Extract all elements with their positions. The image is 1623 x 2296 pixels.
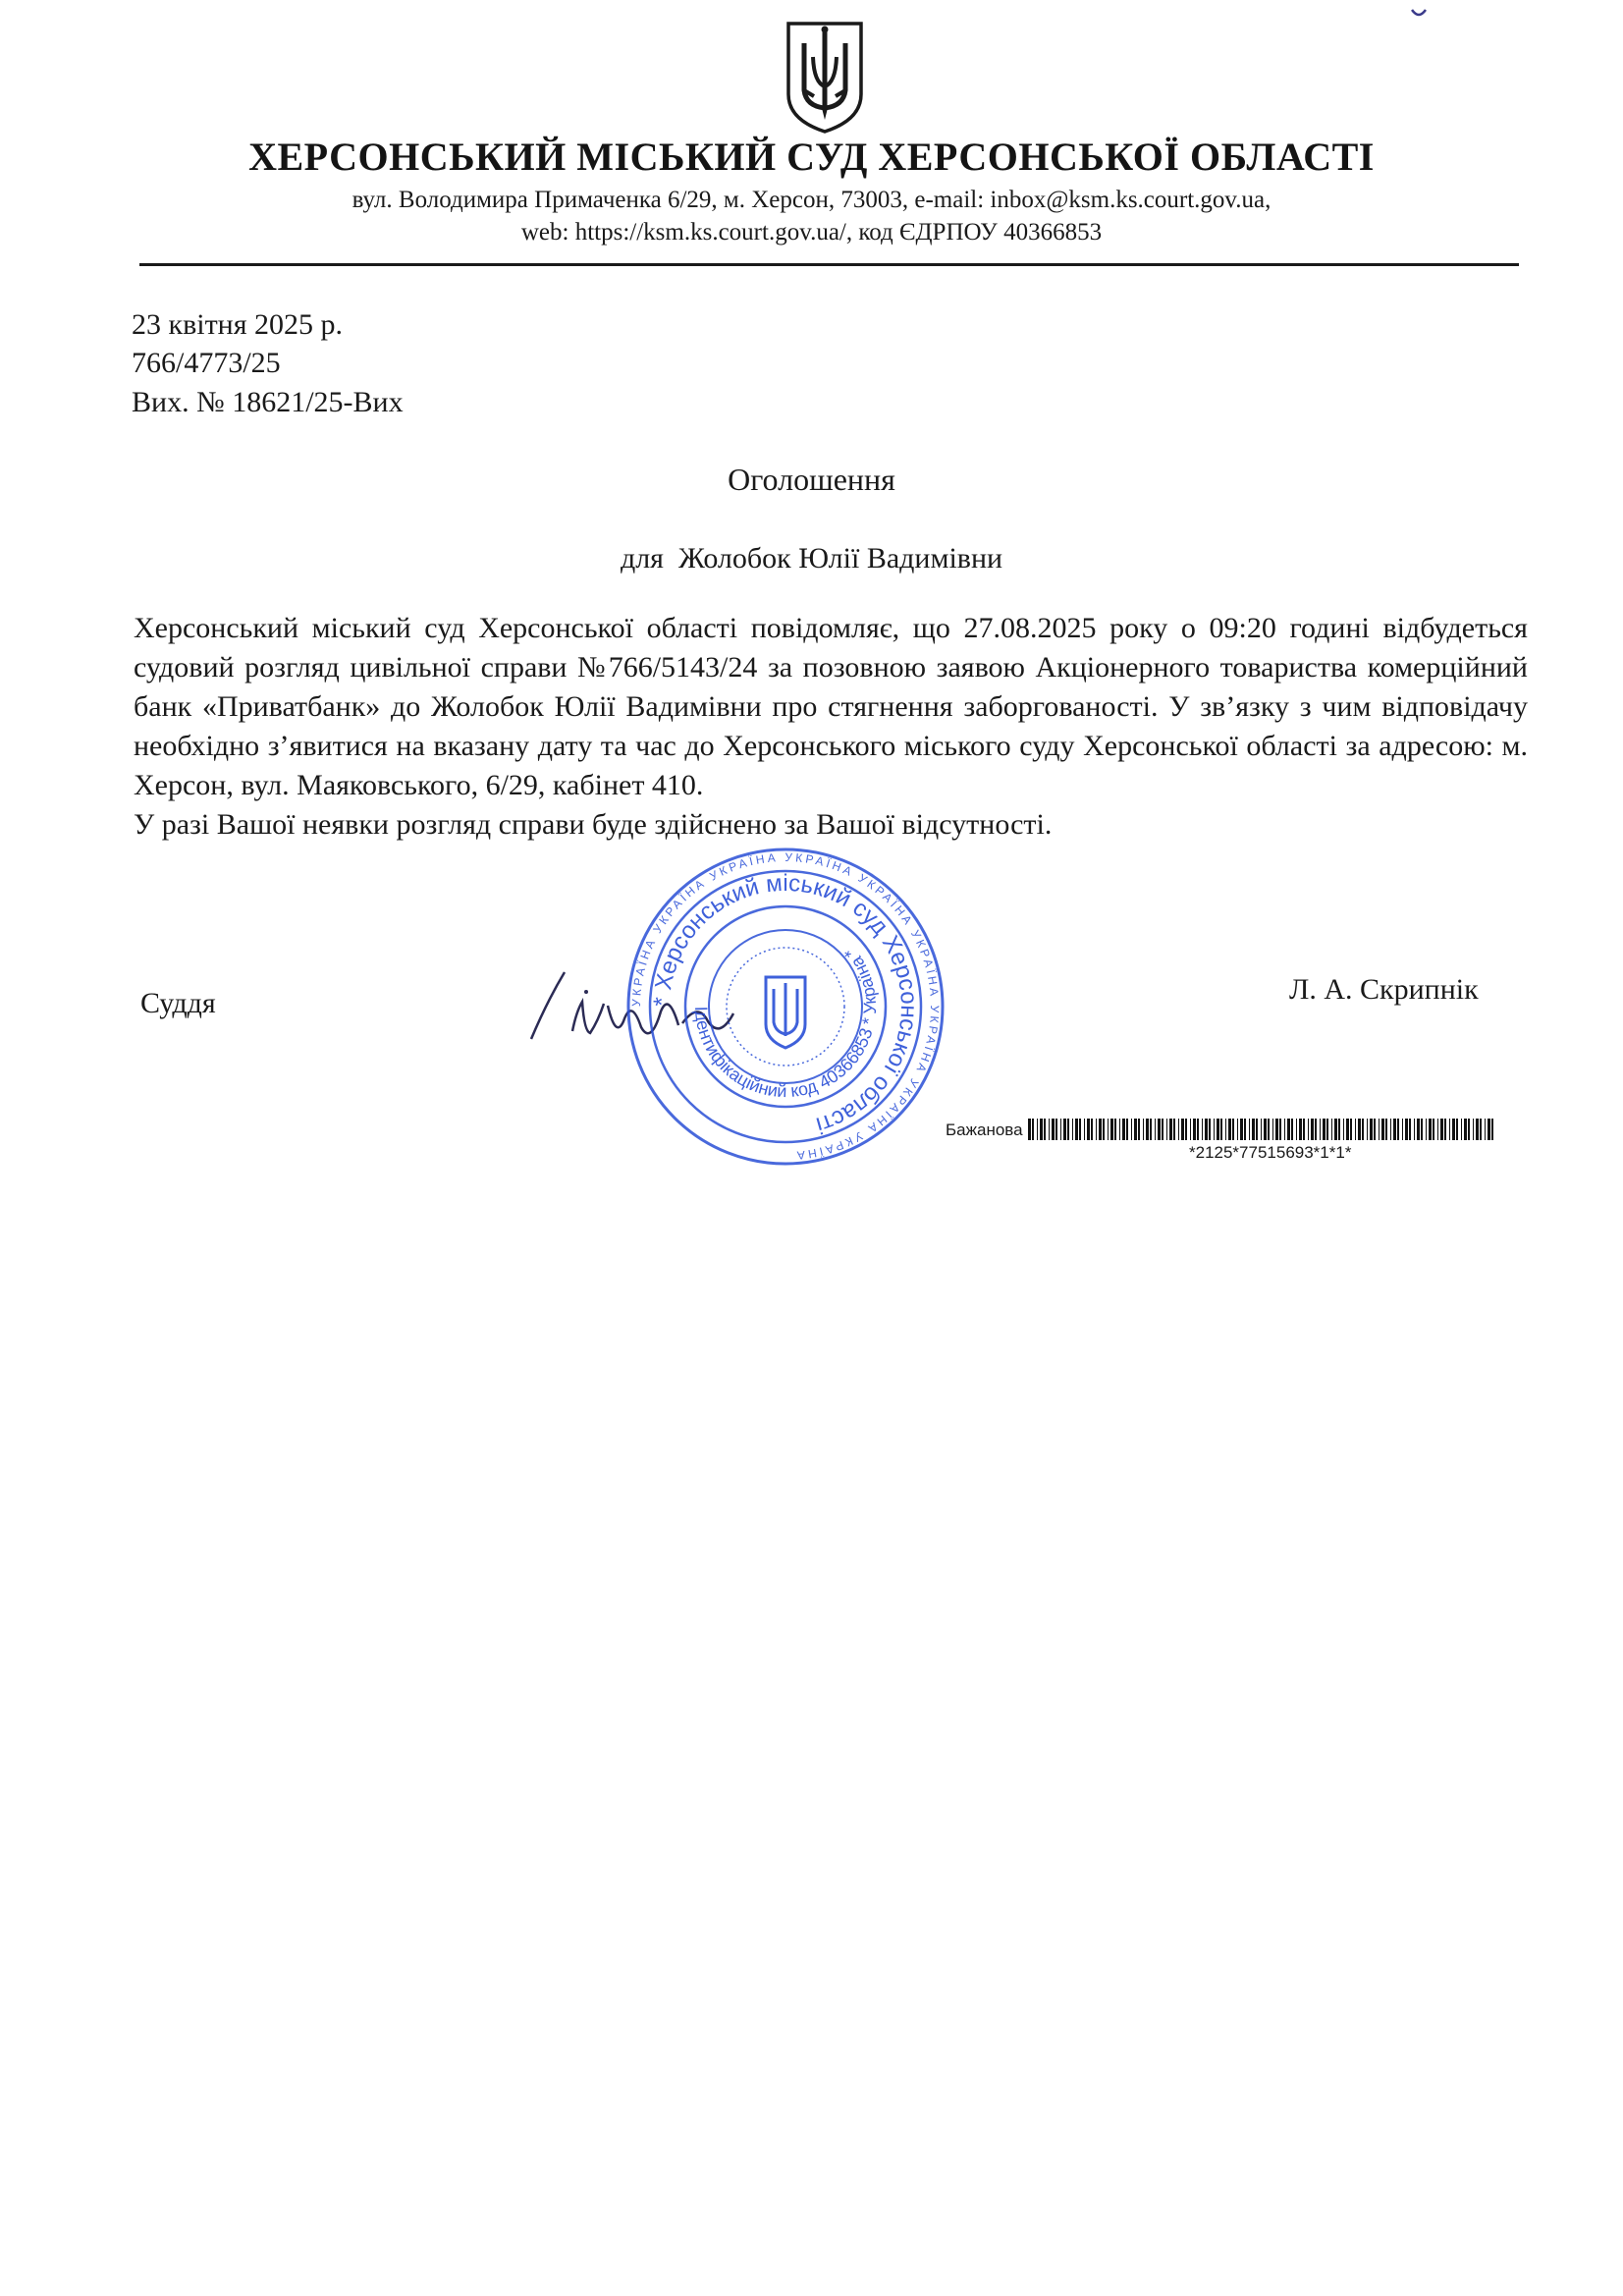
document-barcode-block — [946, 1117, 1535, 1166]
court-name: ХЕРСОНСЬКИЙ МІСЬКИЙ СУД ХЕРСОНСЬКОЇ ОБЛАСТІ — [248, 135, 1375, 179]
absence-paragraph: У разі Вашої неявки розгляд справи буде здійснено за Вашої відсутності. — [134, 808, 1053, 841]
executor-name: Бажанова — [946, 1121, 1023, 1139]
document-title: Оголошення — [728, 462, 895, 497]
court-web-line: web: https://ksm.ks.court.gov.ua/, код ЄДРПОУ 40366853 — [520, 219, 1103, 246]
header-divider — [139, 263, 1519, 266]
outgoing-number: Вих. № 18621/25-Вих — [132, 386, 404, 418]
document-body — [134, 609, 1528, 845]
svg-text:УКРАЇНА УКРАЇНА УКРАЇНА УКРАЇН: УКРАЇНА УКРАЇНА УКРАЇНА УКРАЇНА УКРАЇНА УКРАЇНА УКРАЇНА УКРАЇНА УКРАЇНА — [628, 849, 943, 1163]
notice-paragraph: Херсонський міський суд Херсонської області повідомляє, що 27.08.2025 року о 09:20 годині відбудеться судовий розгляд цивільної справи №766/5143/24 за позовною заявою Акціонерного товариства комерційний банк «Приватбанк» до Жолобок Юлії Вадимівни про стягнення заборгованості. У зв’язку з чим відповідачу необхідно з’явитися на вказану дату та час до Херсонського міського суду Херсонської області за адресою: м. Херсон, вул. Маяковського, 6/29, кабінет 410. — [134, 612, 1528, 801]
court-address-line: вул. Володимира Примаченка 6/29, м. Херсон, 73003, e-mail: inbox@ksm.ks.court.gov.ua, — [352, 187, 1271, 213]
document-date: 23 квітня 2025 р. — [132, 308, 344, 341]
judge-name: Л. А. Скрипнік — [1289, 973, 1479, 1006]
case-number: 766/4773/25 — [132, 347, 281, 379]
scan-speck-icon — [1411, 8, 1427, 20]
barcode-number: *2125*77515693*1*1* — [1189, 1143, 1352, 1162]
coat-of-arms-icon — [781, 18, 869, 136]
svg-text:Ідентифікаційний код 40366853: Ідентифікаційний код 40366853 * Україна * — [690, 943, 881, 1102]
addressee: для Жолобок Юлії Вадимівни — [620, 542, 1003, 574]
svg-text:* Херсонський міський суд Херс: * Херсонський міський суд Херсонської області — [648, 869, 923, 1139]
judge-title: Суддя — [140, 987, 216, 1019]
official-seal — [619, 840, 952, 1174]
barcode-icon — [1028, 1119, 1497, 1140]
